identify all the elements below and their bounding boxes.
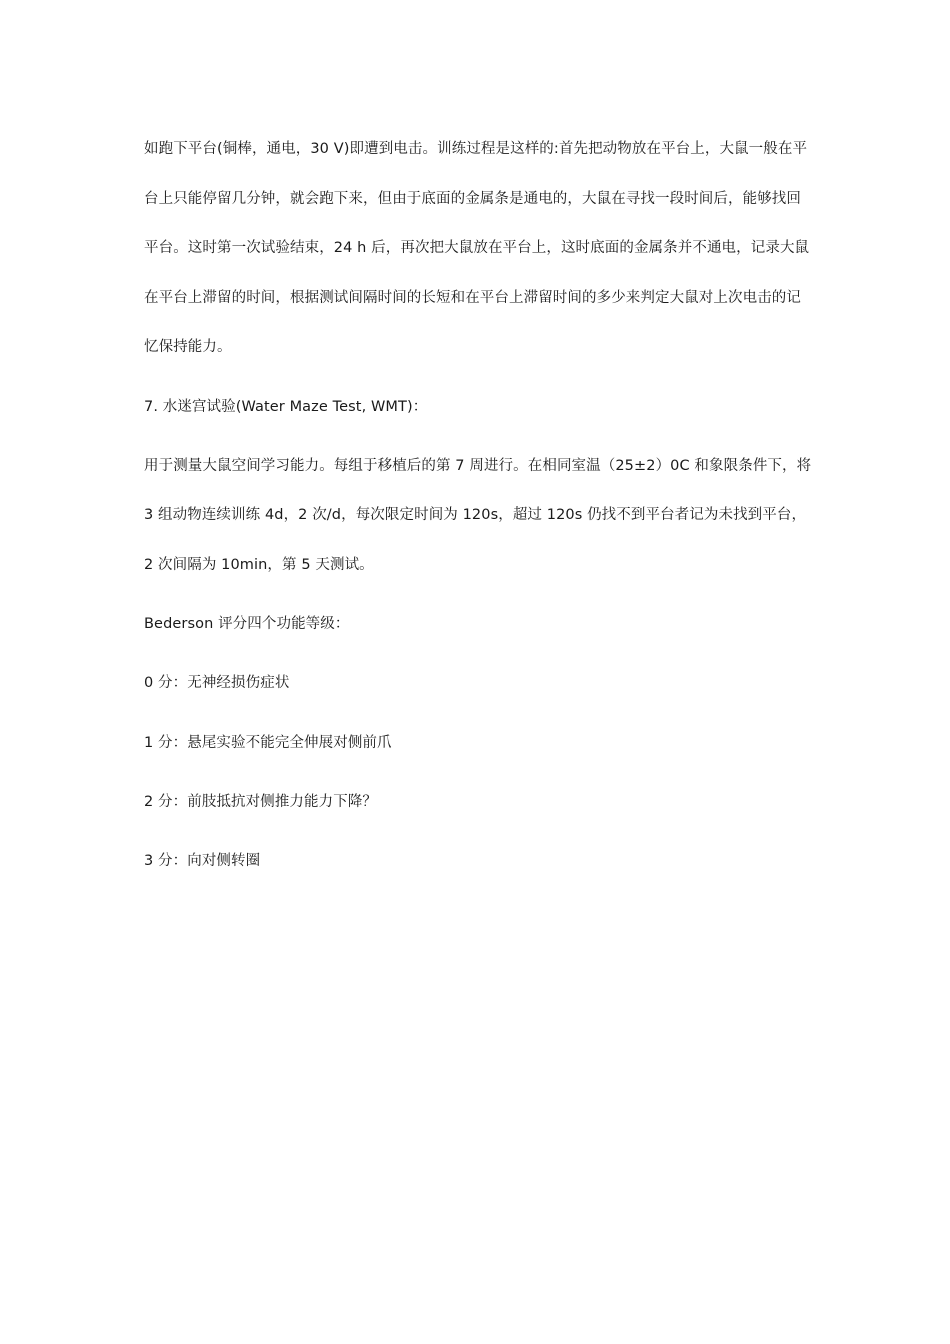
- paragraph-electric-shock-training: 如跑下平台(铜棒，通电，30 V)即遭到电击。训练过程是这样的:首先把动物放在平台上，大鼠一般在平台上只能停留几分钟，就会跑下来，但由于底面的金属条是通电的，大鼠在寻找一段时间后，能够找回平台。这时第一次试验结束，24 h 后，再次把大鼠放在平台上，这时底面的金属条并不通电，记录大鼠在平台上滞留的时间，根据测试间隔时间的长短和在平台上滞留时间的多少来判定大鼠对上次电击的记忆保持能力。: [144, 141, 810, 356]
- paragraph-water-maze-procedure: 用于测量大鼠空间学习能力。每组于移植后的第 7 周进行。在相同室温（25±2）0C 和象限条件下，将 3 组动物连续训练 4d，2 次/d，每次限定时间为 120s，超过 120s 仍找不到平台者记为未找到平台，2 次间隔为 10min，第 5 天测试。: [144, 457, 812, 573]
- score-level-1: 1 分：悬尾实验不能完全伸展对侧前爪: [144, 734, 392, 751]
- score-level-0: 0 分：无神经损伤症状: [144, 675, 290, 692]
- score-level-3: 3 分：向对侧转圈: [144, 852, 261, 869]
- score-level-2: 2 分：前肢抵抗对侧推力能力下降？: [144, 793, 378, 810]
- document-body: [144, 125, 812, 886]
- heading-bederson-score: Bederson 评分四个功能等级：: [144, 616, 350, 633]
- heading-water-maze-test: 7. 水迷宫试验(Water Maze Test, WMT)：: [144, 398, 428, 415]
